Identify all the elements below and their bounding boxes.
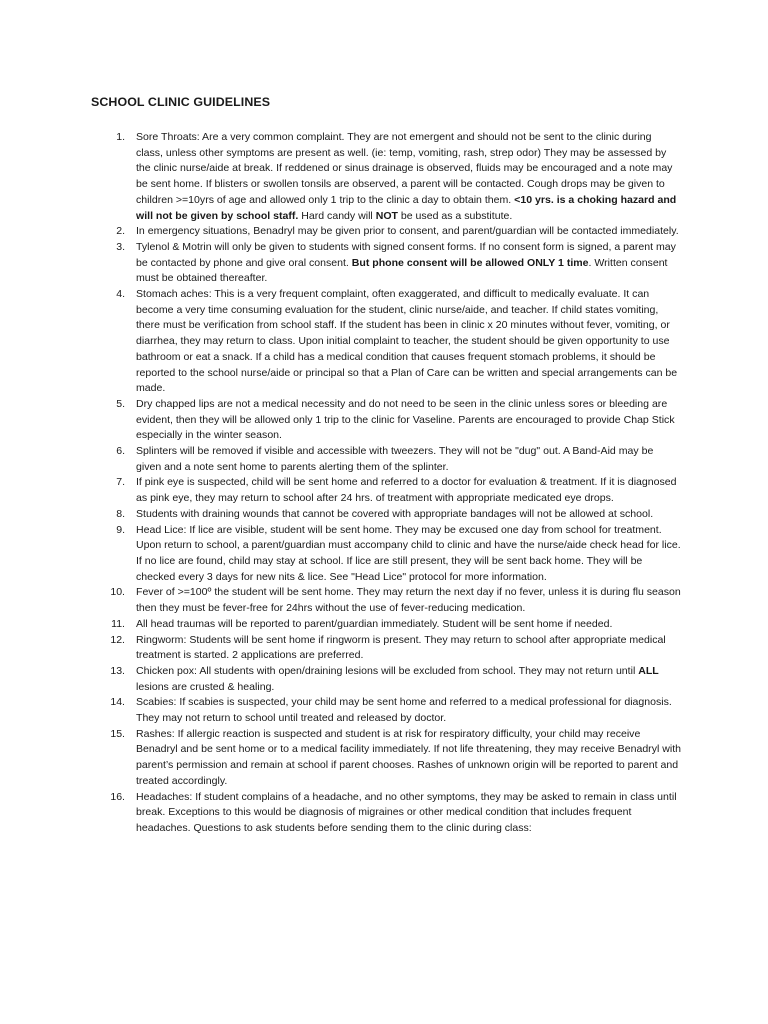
guideline-item — [91, 695, 681, 726]
guideline-item — [91, 633, 681, 664]
guideline-text-segment: Headaches: If student complains of a headache, and no other symptoms, they may be asked to remain in class until break. Exceptions to this would be diagnosis of migraines or other medical condition that includes frequent headaches. Questions to ask students before sending them to the clinic during class: — [136, 790, 677, 834]
guideline-text-segment: Tylenol & Motrin will only be given to students with signed consent forms. If no consent form is signed, a parent may be contacted by phone and give oral consent. — [136, 240, 676, 269]
guideline-text — [136, 618, 612, 630]
guideline-item — [91, 287, 681, 397]
guideline-text-segment: In emergency situations, Benadryl may be given prior to consent, and parent/guardian will be contacted immediately. — [136, 225, 679, 238]
guideline-text-bold: NOT — [375, 209, 398, 222]
document-title: SCHOOL CLINIC GUIDELINES — [91, 95, 271, 109]
guideline-text-segment: Rashes: If allergic reaction is suspected and student is at risk for respiratory difficulty, your child may receive Benadryl and be sent home or to a medical facility immediately. If not life threatening, they may receive Benadryl with parent’s permission and remain at school if parent chooses. Rashes of unknown origin will be reported to parent and treated accordingly. — [136, 727, 681, 787]
guideline-text — [136, 288, 677, 394]
guideline-number: 15. — [110, 727, 125, 740]
guideline-text — [136, 634, 666, 662]
guideline-text-segment: Splinters will be removed if visible and accessible with tweezers. They will not be "dug" out. A Band-Aid may be given and a note sent home to parents alerting them of the splinter. — [136, 445, 654, 473]
guideline-text — [136, 508, 653, 520]
guideline-number: 10. — [110, 586, 125, 599]
guideline-text-segment: All head traumas will be reported to parent/guardian immediately. Student will be sent home if needed. — [136, 617, 613, 630]
guideline-text-segment: Students with draining wounds that cannot be covered with appropriate bandages will not be allowed at school. — [136, 507, 654, 520]
guideline-item — [91, 397, 681, 444]
guideline-text-bold: But phone consent will be allowed ONLY 1 time — [351, 256, 589, 269]
guideline-text-segment: If pink eye is suspected, child will be sent home and referred to a doctor for evaluation & treatment. If it is diagnosed as pink eye, they may return to school after 24 hrs. of treatment with appropriate medicated eye drops. — [136, 476, 677, 505]
guideline-text — [136, 665, 659, 693]
guideline-text — [136, 131, 676, 222]
guideline-item — [91, 475, 681, 506]
guideline-number: 5. — [116, 397, 125, 410]
guideline-number: 3. — [116, 240, 125, 253]
guideline-text — [136, 524, 681, 583]
guideline-number: 2. — [116, 225, 125, 238]
guideline-text-bold: <10 yrs. is a choking hazard and will not be given by school staff. — [136, 193, 677, 222]
guideline-number: 16. — [110, 790, 125, 803]
guideline-text — [136, 476, 677, 504]
guideline-item — [91, 507, 681, 523]
guideline-number: 8. — [116, 507, 125, 520]
guideline-item — [91, 240, 681, 287]
guideline-item — [91, 224, 681, 240]
guideline-text-segment: Ringworm: Students will be sent home if ringworm is present. They may return to school after appropriate medical treatment is started. 2 applications are preferred. — [136, 633, 666, 662]
guideline-text — [136, 696, 672, 724]
guideline-text-segment: Fever of >=100º the student will be sent home. They may return the next day if no fever, unless it is during flu season then they must be fever-free for 24hrs without the use of fever-reducing medication. — [136, 586, 681, 615]
guideline-text-bold: ALL — [638, 664, 659, 677]
guideline-text-segment: . Written consent must be obtained thereafter. — [136, 256, 668, 285]
guideline-number: 13. — [110, 664, 125, 677]
guideline-text — [136, 728, 681, 787]
guideline-list — [91, 130, 681, 837]
guideline-text-segment: Stomach aches: This is a very frequent complaint, often exaggerated, and difficult to medically evaluate. It can become a very time consuming evaluation for the student, clinic nurse/aide, and teacher. If child states vomiting, there must be verification from school staff. If the student has been in clinic x 20 minutes without fever, vomiting, or diarrhea, they may return to class. Upon initial complaint to teacher, the student should be given opportunity to use bathroom or eat a snack. If a child has a medical condition that causes frequent stomach problems, it should be reported to the school nurse/aide or principal so that a Plan of Care can be written and special arrangements can be made. — [136, 288, 678, 395]
guideline-item — [91, 130, 681, 224]
guideline-text — [136, 445, 653, 473]
guideline-item — [91, 444, 681, 475]
guideline-number: 1. — [116, 131, 125, 143]
guideline-text — [136, 225, 679, 237]
guideline-text-segment: be used as a substitute. — [397, 209, 513, 222]
guideline-text-segment: Scabies: If scabies is suspected, your child may be sent home and referred to a medical professional for diagnosis. They may not return to school until treated and released by doctor. — [136, 696, 672, 725]
guideline-item — [91, 617, 681, 633]
guideline-number: 7. — [116, 476, 125, 489]
guideline-text-segment: lesions are crusted & healing. — [136, 680, 275, 693]
guideline-text-segment: Dry chapped lips are not a medical necessity and do not need to be seen in the clinic unless sores or bleeding are evident, then they will be allowed only 1 trip to the clinic for Vaseline. Parents are encouraged to provide Chap Stick especially in the winter season. — [136, 397, 675, 442]
guideline-item — [91, 664, 681, 695]
guideline-number: 9. — [116, 523, 125, 536]
guideline-item — [91, 585, 681, 616]
guideline-text — [136, 791, 677, 834]
guideline-number: 11. — [111, 617, 125, 630]
guideline-text-segment: Head Lice: If lice are visible, student will be sent home. They may be excused one day from school for treatment. Upon return to school, a parent/guardian must accompany child to clinic and have the nurse/aide check head for lice. If no lice are found, child may stay at school. If lice are still present, they will be sent back home. They will be checked every 3 days for new nits & lice. See "Head Lice" protocol for more information. — [136, 523, 681, 583]
guideline-text — [136, 398, 675, 441]
guideline-number: 6. — [116, 445, 125, 458]
guideline-number: 12. — [110, 633, 125, 646]
guideline-item — [91, 727, 681, 790]
guideline-number: 14. — [110, 696, 125, 709]
guideline-number: 4. — [116, 288, 125, 301]
guideline-item — [91, 790, 681, 837]
guideline-text — [136, 586, 681, 614]
guideline-item — [91, 523, 681, 586]
guideline-text-segment: Hard candy will — [298, 209, 376, 222]
guideline-text-segment: Chicken pox: All students with open/draining lesions will be excluded from school. They may not return until — [136, 664, 639, 677]
guideline-text — [136, 241, 676, 284]
guideline-text-segment: Sore Throats: Are a very common complaint. They are not emergent and should not be sent to the clinic during class, unless other symptoms are present as well. (ie: temp, vomiting, rash, strep odor) They may be assessed by the clinic nurse/aide at break. If reddened or sinus drainage is observed, fluids may be encouraged and a note may be sent home. If blisters or swollen tonsils are observed, a parent will be contacted. Cough drops may be given to children >=10yrs of age and allowed only 1 trip to the clinic a day to obtain them. — [136, 131, 673, 206]
